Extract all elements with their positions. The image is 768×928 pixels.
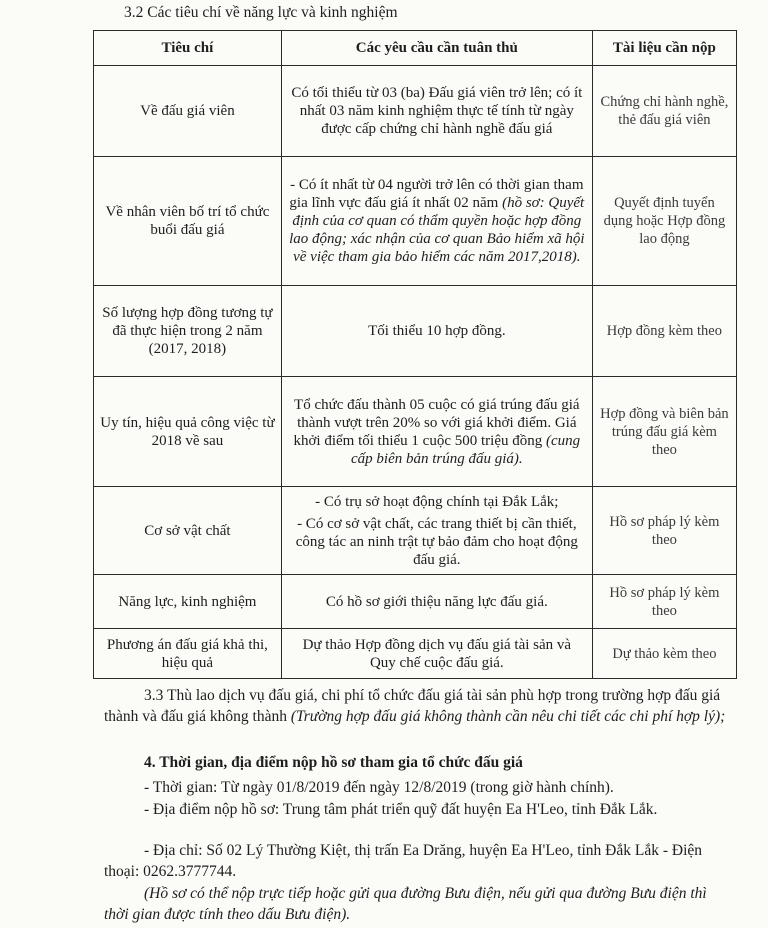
requirement-note: (cung cấp biên bản trúng đấu giá). [351, 432, 581, 467]
table-row [94, 575, 737, 629]
row-criterion: Phương án đấu giá khả thi, hiệu quả [94, 629, 282, 679]
row-document: Hồ sơ pháp lý kèm theo [592, 487, 736, 575]
section-4-time: - Thời gian: Từ ngày 01/8/2019 đến ngày 12/8/2019 (trong giờ hành chính). [144, 779, 614, 796]
row-requirement [281, 487, 592, 575]
row-criterion: Về đấu giá viên [94, 66, 282, 157]
section-4-place: - Địa điểm nộp hồ sơ: Trung tâm phát triển quỹ đất huyện Ea H'Leo, tỉnh Đắk Lắk. [144, 801, 658, 818]
row-document: Chứng chỉ hành nghề, thẻ đấu giá viên [592, 66, 736, 157]
requirement-text: Tối thiểu 10 hợp đồng. [368, 323, 506, 339]
section-3-2-heading: 3.2 Các tiêu chí về năng lực và kinh nghiệm [124, 4, 398, 21]
row-requirement [281, 629, 592, 679]
requirement-text: Có tối thiểu từ 03 (ba) Đấu giá viên trở lên; có ít nhất 03 năm kinh nghiệm thực tế tính từ ngày được cấp chứng chỉ hành nghề đấu giá [291, 85, 583, 137]
row-requirement [281, 66, 592, 157]
header-requirement: Các yêu cầu cần tuân thủ [281, 31, 592, 66]
row-requirement [281, 377, 592, 487]
row-document: Dự thảo kèm theo [592, 629, 736, 679]
section-3-3 [104, 685, 732, 727]
section-4-address: - Địa chỉ: Số 02 Lý Thường Kiệt, thị trấn Ea Drăng, huyện Ea H'Leo, tỉnh Đắk Lắk - Điện thoại: 0262.3777744. [104, 842, 703, 880]
row-document: Quyết định tuyển dụng hoặc Hợp đồng lao động [592, 157, 736, 286]
requirement-note: (hồ sơ: Quyết định của cơ quan có thẩm quyền hoặc hợp đồng lao động; xác nhận của cơ quan Bảo hiểm xã hội về việc tham gia bảo hiểm các năm 2017,2018). [289, 195, 585, 265]
row-requirement [281, 157, 592, 286]
table-header-row [94, 31, 737, 66]
row-criterion: Về nhân viên bố trí tổ chức buổi đấu giá [94, 157, 282, 286]
header-document: Tài liệu cần nộp [592, 31, 736, 66]
row-criterion: Uy tín, hiệu quả công việc từ 2018 về sau [94, 377, 282, 487]
section-4-note: (Hồ sơ có thể nộp trực tiếp hoặc gửi qua đường Bưu điện, nếu gửi qua đường Bưu điện thì thời gian được tính theo dấu Bưu điện). [104, 885, 707, 923]
row-criterion: Năng lực, kinh nghiệm [94, 575, 282, 629]
table-row [94, 286, 737, 377]
row-document: Hợp đồng và biên bản trúng đấu giá kèm theo [592, 377, 736, 487]
requirement-text: Dự thảo Hợp đồng dịch vụ đấu giá tài sản và Quy chế cuộc đấu giá. [302, 636, 572, 671]
requirement-text: Tổ chức đấu thành 05 cuộc có giá trúng đấu giá thành vượt trên 20% so với giá khởi điểm. Giá khởi điểm tối thiểu 1 cuộc 500 triệu đồng [293, 396, 580, 449]
header-criterion: Tiêu chí [94, 31, 282, 66]
section-3-3-text: 3.3 Thù lao dịch vụ đấu giá, chi phí tổ chức đấu giá tài sản phù hợp trong trường hợp đấu giá thành và đấu giá không thành [104, 687, 721, 725]
row-criterion: Số lượng hợp đồng tương tự đã thực hiện trong 2 năm (2017, 2018) [94, 286, 282, 377]
requirement-text-2: - Có cơ sở vật chất, các trang thiết bị cần thiết, công tác an ninh trật tự bảo đảm cho hoạt động đấu giá. [295, 515, 578, 568]
section-3-3-note: (Trường hợp đấu giá không thành cần nêu chi tiết các chi phí hợp lý); [290, 708, 726, 725]
criteria-table [93, 30, 737, 679]
row-requirement [281, 575, 592, 629]
requirement-text: Có hồ sơ giới thiệu năng lực đấu giá. [325, 593, 548, 610]
row-document: Hợp đồng kèm theo [592, 286, 736, 377]
section-4-title: 4. Thời gian, địa điểm nộp hồ sơ tham gia tổ chức đấu giá [144, 754, 523, 771]
row-document: Hồ sơ pháp lý kèm theo [592, 575, 736, 629]
table-row [94, 487, 737, 575]
table-row [94, 377, 737, 487]
table-row [94, 157, 737, 286]
table-row [94, 66, 737, 157]
requirement-text: - Có ít nhất từ 04 người trở lên có thời gian tham gia lĩnh vực đấu giá ít nhất 02 năm [289, 177, 584, 211]
row-requirement [281, 286, 592, 377]
table-row [94, 629, 737, 679]
row-criterion: Cơ sở vật chất [94, 487, 282, 575]
requirement-text: - Có trụ sở hoạt động chính tại Đắk Lắk; [315, 493, 559, 510]
